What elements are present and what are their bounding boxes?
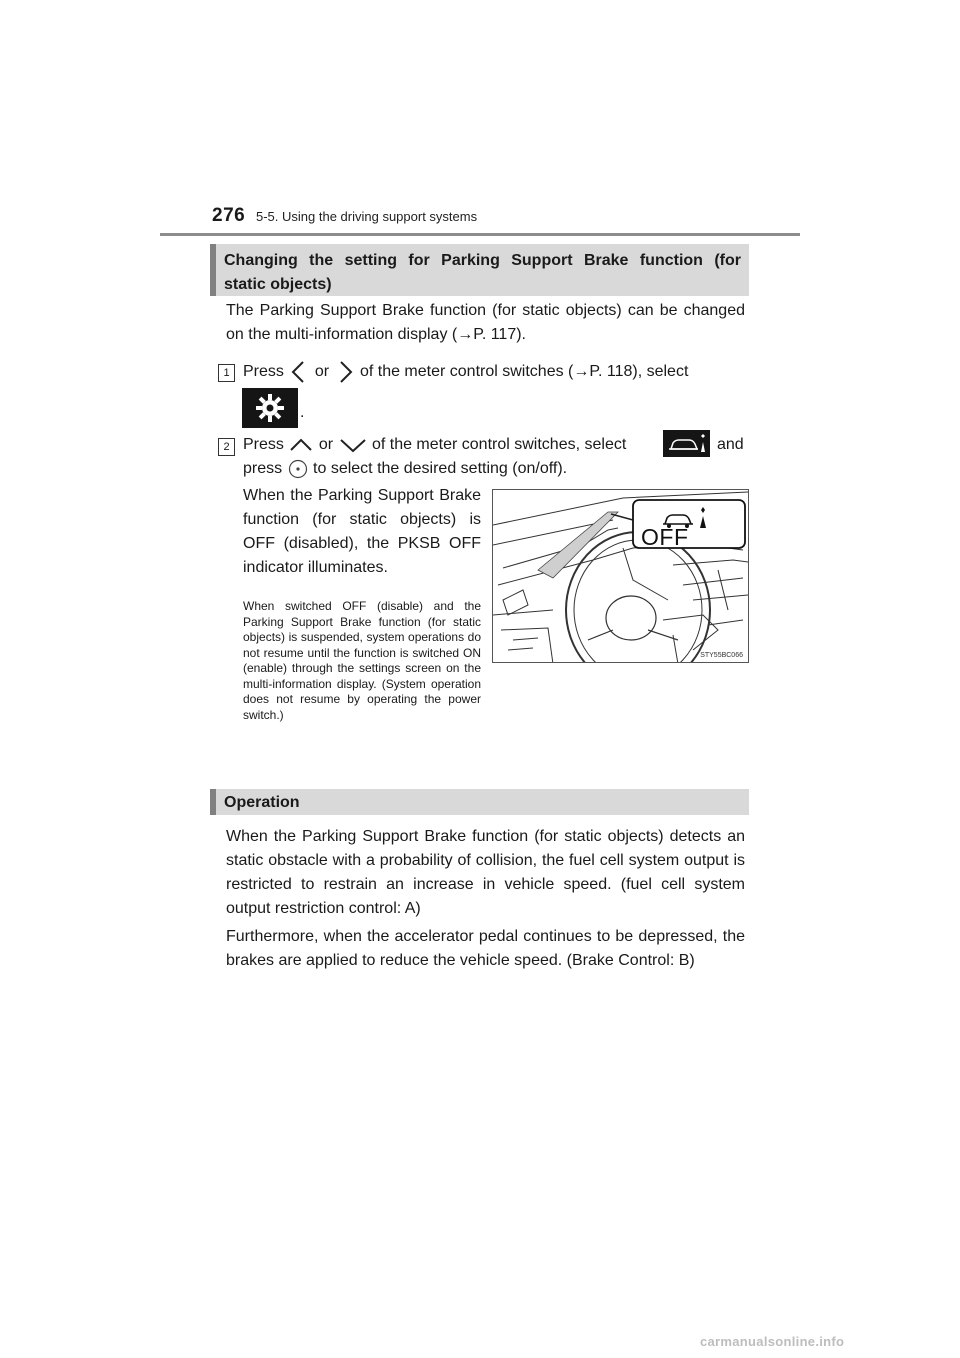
intro-page-ref: P. 117).	[473, 326, 526, 343]
chevron-right-icon	[334, 360, 356, 384]
pksb-off-description: When the Parking Support Brake function (for static objects) is OFF (disabled), the PKSB OFF indicator illuminates.	[243, 487, 481, 576]
step-2-and: and	[717, 436, 744, 453]
step-1-text	[243, 360, 745, 384]
figure-code: STY55BC066	[700, 652, 743, 659]
step-2-line-2	[243, 457, 745, 481]
watermark: carmanualsonline.info	[700, 1334, 845, 1349]
arrow-right-icon: →	[457, 326, 474, 343]
dashboard-figure	[492, 489, 749, 663]
intro-paragraph	[226, 299, 745, 347]
step-2-press-2: press	[243, 460, 283, 477]
chevron-up-icon	[288, 435, 314, 455]
step-2-or: or	[318, 436, 334, 453]
page-number: 276	[212, 205, 246, 226]
step-2-result: to select the desired setting (on/off).	[313, 460, 568, 477]
step-1-ref: P. 118), select	[589, 363, 689, 381]
step-2-desc: of the meter control switches, select	[371, 436, 627, 453]
operation-paragraph-2: Furthermore, when the accelerator pedal continues to be depressed, the brakes are applied to reduce the vehicle speed. (Brake Control: B)	[226, 928, 745, 969]
heading-line-1: Changing the setting for Parking Support Brake function (for	[224, 252, 741, 269]
off-indicator-label: OFF	[641, 524, 689, 550]
chevron-down-icon	[338, 435, 368, 455]
settings-gear-icon	[242, 388, 298, 428]
step-1-period: .	[300, 404, 305, 421]
pksb-car-icon	[663, 430, 710, 457]
ok-button-icon	[287, 458, 309, 480]
chevron-left-icon	[288, 360, 310, 384]
step-1-press: Press	[243, 363, 284, 381]
operation-paragraph-1: When the Parking Support Brake function (for static objects) detects an static obstacle with a probability of collision, the fuel cell system output is restricted to restrain an increase in vehicle speed. (fuel cell system output restriction control: A)	[226, 828, 745, 917]
step-1-badge: 1	[218, 364, 235, 382]
intro-text: The Parking Support Brake function (for static objects) can be changed on the multi-information display (	[226, 302, 745, 343]
pksb-off-note: When switched OFF (disable) and the Parking Support Brake function (for static objects) is suspended, system operations do not resume until the function is switched ON (enable) through the settings screen on the multi-information display. (System operation does not resume by operating the power switch.)	[243, 599, 481, 722]
step-2-press: Press	[243, 436, 284, 453]
step-2-badge: 2	[218, 438, 235, 456]
step-1-desc: of the meter control switches (	[359, 363, 574, 381]
step-1-or: or	[314, 363, 330, 381]
arrow-right-icon: →	[573, 363, 590, 381]
heading-line-2: static objects)	[224, 276, 332, 293]
header-rule	[160, 233, 800, 236]
heading-parking-support-setting	[210, 244, 749, 296]
dashboard-illustration	[493, 490, 749, 663]
heading-operation: Operation	[210, 789, 749, 815]
section-header: 5-5. Using the driving support systems	[256, 209, 478, 224]
